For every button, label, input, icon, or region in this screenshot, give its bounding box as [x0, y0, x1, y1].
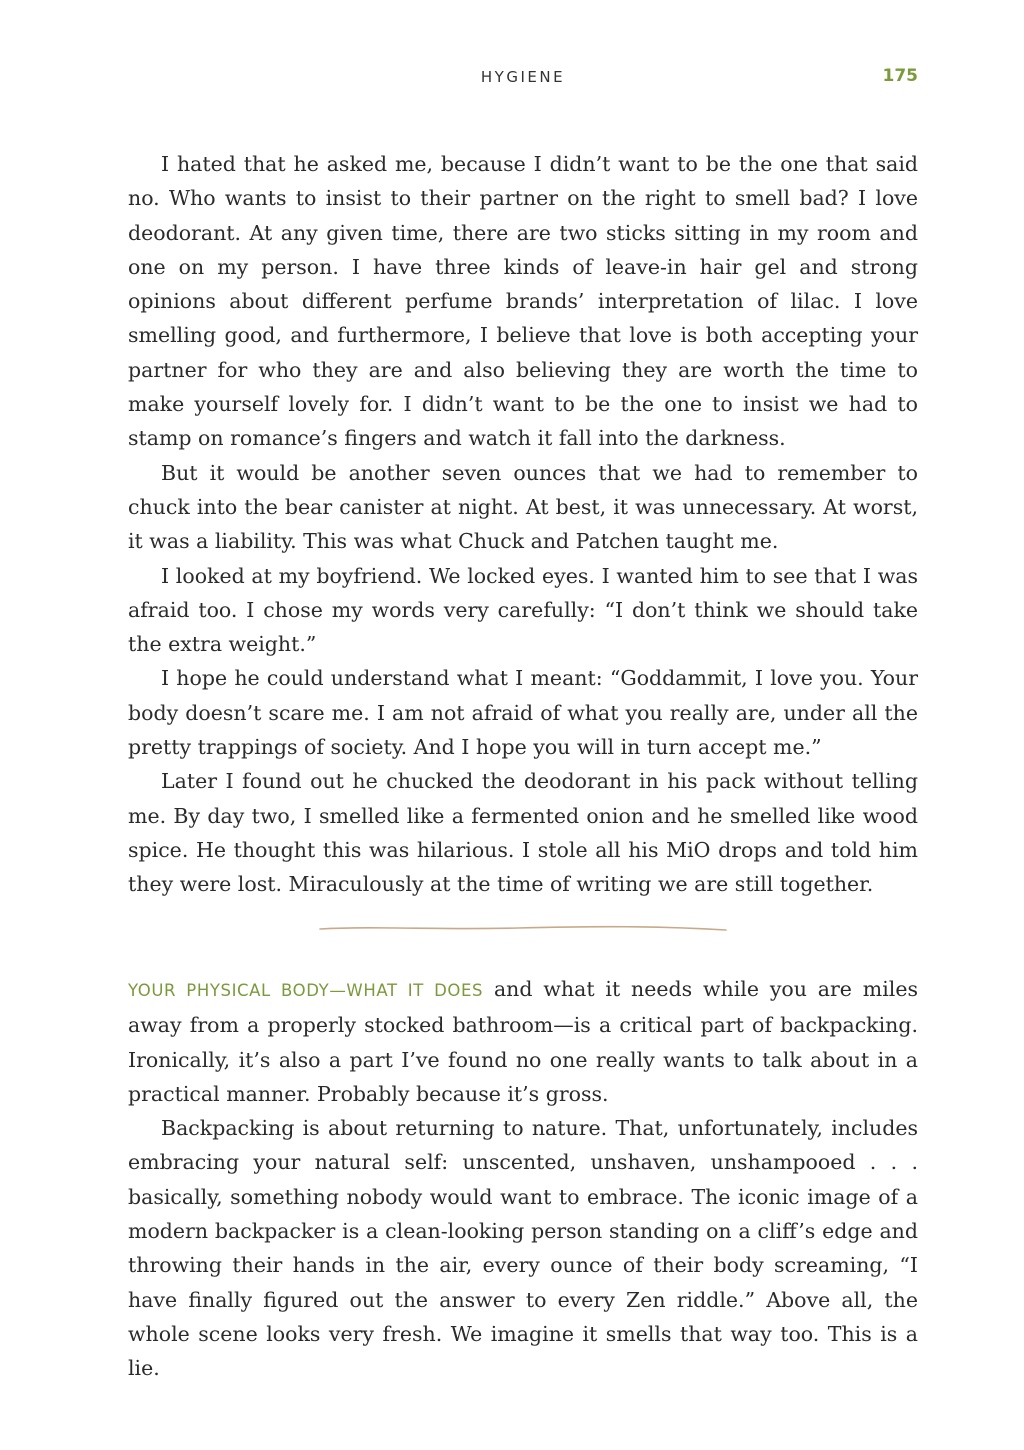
paragraph: But it would be another seven ounces that we had to remember to chuck into the bear canister at night. At best, it was unnecessary. At worst, it was a liability. This was what Chuck and Patchen taught me. — [128, 460, 918, 554]
paragraph: I hated that he asked me, because I didn’t want to be the one that said no. Who wants to insist to their partner on the right to smell bad? I love deodorant. At any given time, there are two sticks sitting in my room and one on my person. I have three kinds of leave-in hair gel and strong opinions about different perfume brands’ interpretation of lilac. I love smelling good, and furthermore, I believe that love is both accepting your partner for who they are and also believing they are worth the time to make yourself lovely for. I didn’t want to be the one to insist we had to stamp on romance’s fingers and watch it fall into the darkness. — [128, 152, 918, 451]
section-body-2 — [128, 972, 918, 1386]
paragraph: I hope he could understand what I meant: “Goddammit, I love you. Your body doesn’t scare me. I am not afraid of what you really are, under all the pretty trappings of society. And I hope you will in turn accept me.” — [128, 666, 918, 760]
paragraph — [128, 972, 918, 1111]
section-divider — [318, 920, 728, 936]
lead-in: YOUR PHYSICAL BODY—WHAT IT DOES — [128, 981, 484, 1000]
section-body-1 — [128, 147, 918, 902]
running-head — [128, 66, 918, 90]
paragraph: Later I found out he chucked the deodorant in his pack without telling me. By day two, I smelled like a fermented onion and he smelled like wood spice. He thought this was hilarious. I stole all his MiO drops and told him they were lost. Miraculously at the time of writing we are still together. — [128, 769, 918, 897]
paragraph: I looked at my boyfriend. We locked eyes. I wanted him to see that I was afraid too. I chose my words very carefully: “I don’t think we should take the extra weight.” — [128, 563, 918, 657]
paragraph: Backpacking is about returning to nature. That, unfortunately, includes embracing your natural self: unscented, unshaven, unshampooed . . . basically, something nobody would want to embrace. The iconic image of a modern backpacker is a clean-looking person standing on a cliff’s edge and throwing their hands in the air, every ounce of their body screaming, “I have finally figured out the answer to every Zen riddle.” Above all, the whole scene looks very fresh. We imagine it smells that way too. This is a lie. — [128, 1116, 918, 1381]
paragraph-text: and what it needs while you are miles away from a properly stocked bathroom—is a critical part of backpacking. Ironically, it’s also a part I’ve found no one really wants to talk about in a practical manner. Probably because it’s gross. — [128, 977, 918, 1106]
running-title: HYGIENE — [480, 68, 566, 86]
page-number: 175 — [882, 66, 918, 86]
